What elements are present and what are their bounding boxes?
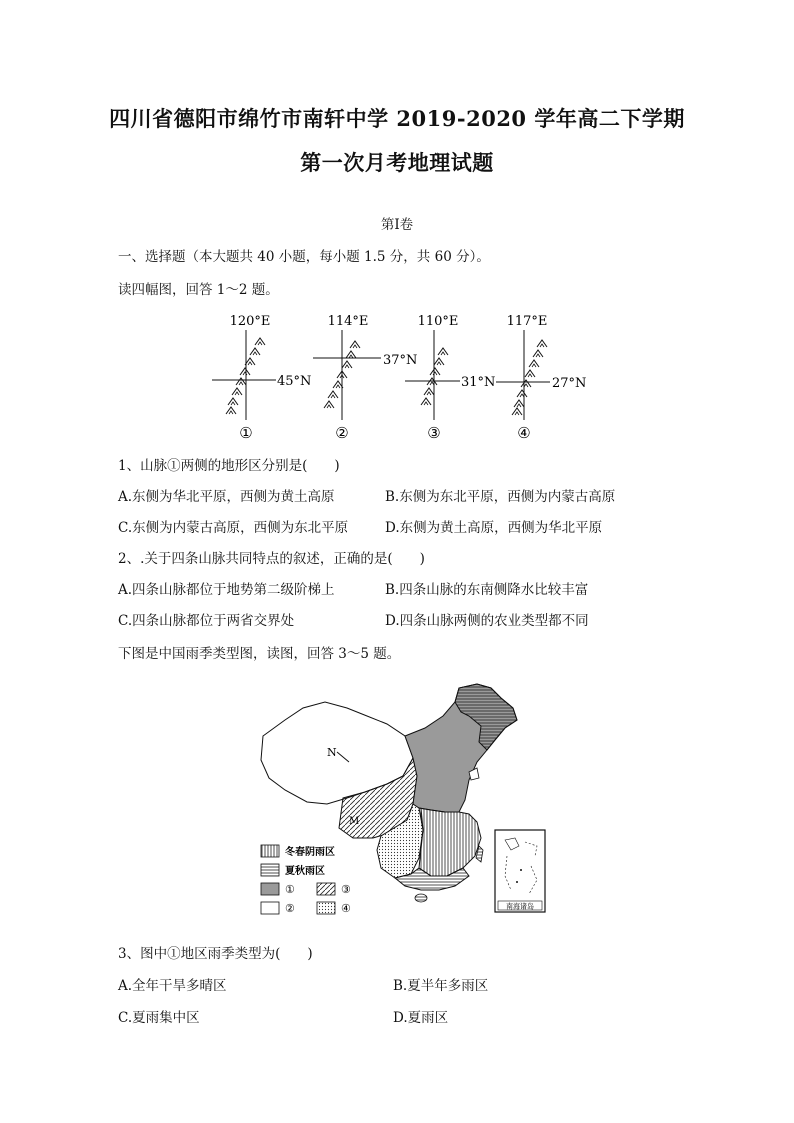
- legend-swatch-2: [261, 902, 279, 914]
- intro1-text: 读四幅图，回答 1～2 题。: [118, 282, 279, 298]
- legend-3: ③: [341, 883, 351, 896]
- section-heading: 第Ⅰ卷: [380, 217, 414, 233]
- panel1-lat: 45°N: [277, 374, 312, 389]
- q3-option-a: A.全年干旱多晴区: [118, 978, 227, 994]
- q3-option-c: C.夏雨集中区: [118, 1010, 200, 1026]
- panel4-lat: 27°N: [552, 376, 587, 391]
- legend-summer-autumn: 夏秋雨区: [285, 866, 325, 877]
- panel2-lat: 37°N: [383, 353, 418, 368]
- q2-option-c: C.四条山脉都位于两省交界处: [118, 613, 295, 629]
- map-legend: [261, 845, 351, 915]
- region-winter-spring: [419, 808, 481, 876]
- q1-stem: 1、山脉①两侧的地形区分别是( ): [118, 458, 340, 474]
- q1-option-d: D.东侧为黄土高原，西侧为华北平原: [385, 520, 603, 536]
- q3-option-b: B.夏半年多雨区: [393, 978, 489, 994]
- china-rain-map: [255, 680, 555, 920]
- mountain-panel-3: [405, 314, 495, 442]
- panel4-lon: 117°E: [506, 314, 548, 329]
- legend-2: ②: [285, 902, 295, 915]
- q3-option-d: D.夏雨区: [393, 1010, 449, 1026]
- q2-option-b: B.四条山脉的东南侧降水比较丰富: [385, 582, 589, 598]
- mountain-figure: [200, 308, 600, 443]
- intro2-text: 下图是中国雨季类型图，读图，回答 3～5 题。: [118, 646, 401, 662]
- doc-title-line2: 第一次月考地理试题: [300, 150, 494, 175]
- panel1-num: ①: [239, 424, 253, 442]
- panel2-lon: 114°E: [327, 314, 369, 329]
- legend-4: ④: [341, 902, 351, 915]
- q1-option-c: C.东侧为内蒙古高原，西侧为东北平原: [118, 520, 349, 536]
- south-china-sea-inset: [495, 830, 545, 912]
- inset-label: 南海诸岛: [506, 902, 534, 911]
- part1-heading: 一、选择题（本大题共 40 小题，每小题 1.5 分，共 60 分）。: [118, 249, 490, 265]
- panel3-num: ③: [427, 424, 441, 442]
- mountain-panel-2: [313, 314, 417, 442]
- q3-stem: 3、图中①地区雨季类型为( ): [118, 946, 313, 962]
- legend-winter-spring: 冬春阴雨区: [285, 847, 335, 858]
- mountain-panel-4: [496, 314, 586, 442]
- doc-title-line1: 四川省德阳市绵竹市南轩中学 2019-2020 学年高二下学期: [109, 106, 685, 131]
- legend-swatch-3: [317, 883, 335, 895]
- panel1-lon: 120°E: [229, 314, 271, 329]
- legend-swatch-summer-autumn: [261, 864, 279, 876]
- panel3-lat: 31°N: [461, 375, 496, 390]
- panel4-num: ④: [517, 424, 531, 442]
- legend-swatch-4: [317, 902, 335, 914]
- q2-option-d: D.四条山脉两侧的农业类型都不同: [385, 613, 589, 629]
- mountain-panel-1: [212, 314, 311, 442]
- m-label: M: [349, 816, 360, 827]
- panel2-num: ②: [335, 424, 349, 442]
- q2-stem: 2、.关于四条山脉共同特点的叙述，正确的是( ): [118, 551, 425, 567]
- legend-swatch-winter-spring: [261, 845, 279, 857]
- q2-option-a: A.四条山脉都位于地势第二级阶梯上: [118, 582, 335, 598]
- legend-1: ①: [285, 883, 295, 896]
- legend-swatch-1: [261, 883, 279, 895]
- q1-option-b: B.东侧为东北平原，西侧为内蒙古高原: [385, 489, 616, 505]
- north-label: N: [327, 746, 337, 759]
- hainan: [415, 894, 427, 902]
- q1-option-a: A.东侧为华北平原，西侧为黄土高原: [118, 489, 335, 505]
- panel3-lon: 110°E: [417, 314, 459, 329]
